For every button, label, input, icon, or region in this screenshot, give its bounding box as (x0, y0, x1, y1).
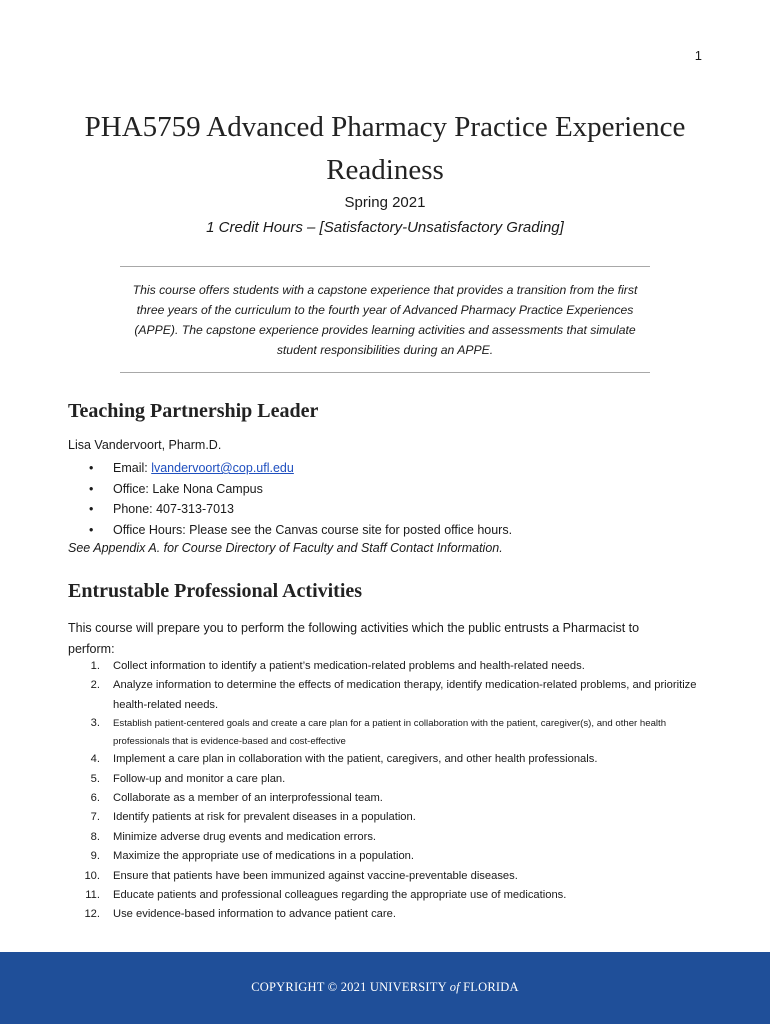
course-summary: This course offers students with a capstone experience that provides a transition from the first three years of the curriculum to the fourth year of Advanced Pharmacy Practice Experiences (APPE). The capstone experience provides learning activities and assessments that simulate student responsibilities during an APPE. (132, 283, 638, 357)
list-item (68, 867, 708, 886)
item-number: 7. (90, 811, 100, 824)
list-item (68, 847, 708, 866)
item-number: 1. (90, 660, 100, 672)
contact-office: • Office: Lake Nona Campus (68, 479, 512, 500)
copyright-footer (0, 952, 770, 1024)
item-text: Collaborate as a member of an interprofessional team. (113, 792, 383, 805)
item-text: Implement a care plan in collaboration with the patient, caregivers, and other health professionals. (113, 753, 598, 766)
email-label: Email: (113, 461, 152, 475)
list-item (68, 770, 708, 789)
page-number: 1 (694, 48, 702, 63)
epa-list (68, 657, 708, 925)
contact-office-hours: • Office Hours: Please see the Canvas course site for posted office hours. (68, 520, 512, 541)
see-appendix-note: See Appendix A. for Course Directory of Faculty and Staff Contact Information. (68, 541, 503, 555)
course-credits: 1 Credit Hours – [Satisfactory-Unsatisfactory Grading] (206, 219, 564, 236)
item-number: 2. (90, 679, 100, 692)
summary-top-divider (120, 266, 650, 267)
list-item (68, 789, 708, 808)
contact-list (68, 458, 512, 541)
leader-heading: Teaching Partnership Leader (68, 400, 319, 422)
epa-heading: Entrustable Professional Activities (68, 580, 363, 602)
contact-phone: • Phone: 407-313-7013 (68, 499, 512, 520)
list-item (68, 750, 708, 769)
item-number: 4. (90, 753, 100, 766)
copyright-suffix: FLORIDA (459, 980, 519, 994)
item-number: 5. (90, 772, 100, 785)
contact-email (68, 458, 512, 479)
item-text: Follow-up and monitor a care plan. (113, 772, 286, 785)
list-item (68, 715, 708, 750)
copyright-text (251, 980, 518, 995)
item-text: Collect information to identify a patient’s medication-related problems and health-related needs. (113, 660, 585, 672)
list-item (68, 676, 708, 715)
item-text: Identify patients at risk for prevalent diseases in a population. (113, 811, 416, 824)
copyright-of: of (449, 980, 460, 994)
item-text: Ensure that patients have been immunized against vaccine-preventable diseases. (113, 869, 518, 882)
item-number: 10. (84, 869, 100, 882)
item-text: Establish patient-centered goals and create a care plan for a patient in collaboration with the patient, caregiver(s), and other health professionals that is evidence-based and cost-effective (113, 718, 667, 747)
item-number: 9. (90, 850, 100, 863)
item-text: Use evidence-based information to advance patient care. (113, 908, 396, 921)
list-item (68, 808, 708, 827)
document-title: PHA5759 Advanced Pharmacy Practice Experience Readiness (84, 111, 686, 186)
epa-intro: This course will prepare you to perform the following activities which the public entrusts a Pharmacist to perform: (68, 621, 640, 656)
list-item (68, 905, 708, 924)
summary-bottom-divider (120, 372, 650, 373)
list-item (68, 828, 708, 847)
list-item (68, 886, 708, 905)
item-number: 12. (84, 908, 100, 921)
item-number: 8. (90, 830, 100, 843)
item-text: Educate patients and professional colleagues regarding the appropriate use of medications. (113, 889, 567, 902)
list-item (68, 657, 708, 676)
course-term: Spring 2021 (344, 194, 426, 211)
item-text: Analyze information to determine the effects of medication therapy, identify medication-related problems, and prioritize health-related needs. (113, 679, 697, 711)
item-number: 6. (90, 792, 100, 805)
email-link[interactable]: lvandervoort@cop.ufl.edu (151, 461, 294, 475)
copyright-prefix: COPYRIGHT © 2021 UNIVERSITY (251, 980, 450, 994)
item-number: 11. (85, 889, 100, 902)
item-text: Maximize the appropriate use of medications in a population. (113, 850, 414, 863)
item-text: Minimize adverse drug events and medication errors. (113, 830, 377, 843)
item-number: 3. (90, 717, 100, 730)
leader-name: Lisa Vandervoort, Pharm.D. (68, 438, 222, 452)
